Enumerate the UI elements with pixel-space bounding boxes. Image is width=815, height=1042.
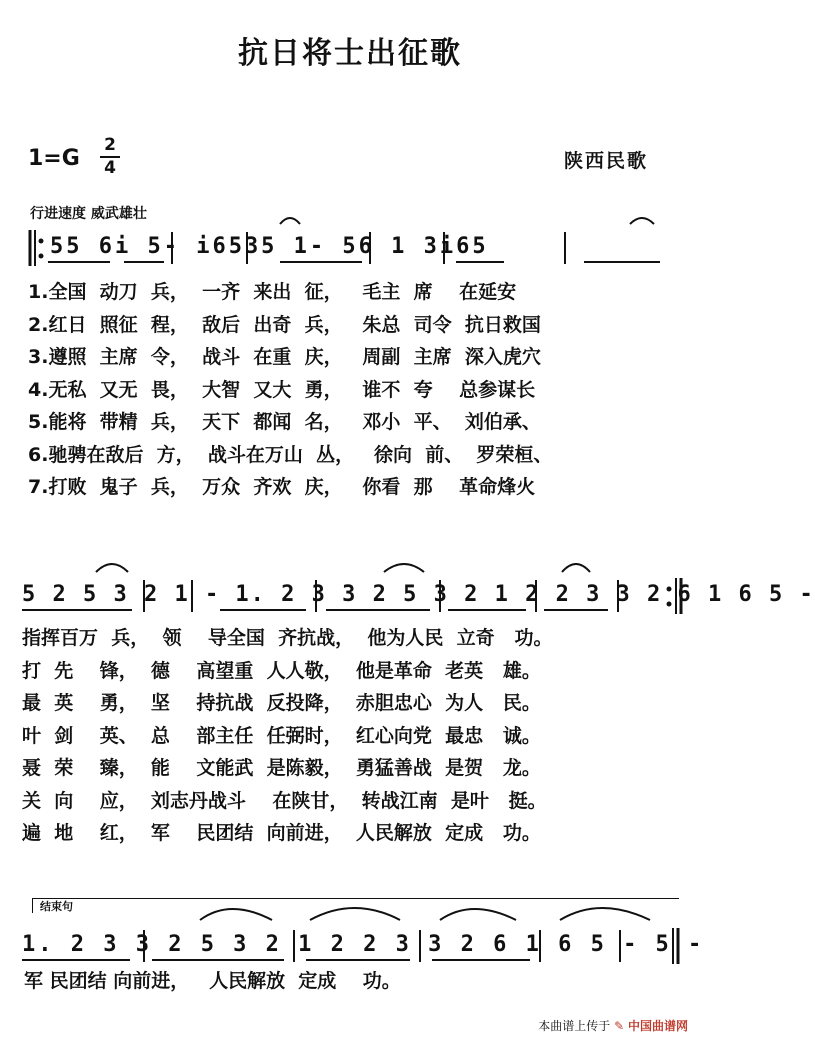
repeat-dots-start: [39, 239, 44, 259]
system1-notes: 55 6i 5- i6535 1- 56 1 3i65: [50, 234, 489, 259]
system2-lyrics: [22, 622, 552, 850]
coda-frame: [32, 898, 679, 913]
lyric-verse-3: 3.遵照 主席 令， 战斗 在重 庆， 周副 主席 深入虎穴: [28, 346, 541, 368]
lyric-verse-7-cont: 遍 地 红， 军 民团结 向前进， 人民解放 定成 功。: [22, 822, 541, 844]
lyric-verse-5-cont: 聂 荣 臻， 能 文能武 是陈毅， 勇猛善战 是贺 龙。: [22, 757, 541, 779]
lyric-verse-1-cont: 指挥百万 兵， 领 导全国 齐抗战， 他为人民 立奇 功。: [22, 627, 553, 649]
coda-label: 结束句: [40, 900, 73, 913]
key-signature: 1=G: [28, 146, 80, 171]
lyric-verse-4-cont: 叶 剑 英、 总 部主任 任弼时， 红心向党 最忠 诚。: [22, 724, 541, 747]
system3-lyric: 军 民团结 向前进， 人民解放 定成 功。: [24, 970, 401, 992]
lyric-verse-6: 6.驰骋在敌后 方， 战斗在万山 丛， 徐向 前、 罗荣桓、: [28, 443, 553, 466]
system1-lyrics: [28, 276, 552, 504]
lyric-verse-7: 7.打败 鬼子 兵， 万众 齐欢 庆， 你看 那 革命烽火: [28, 476, 536, 498]
footer-credit: [538, 1017, 688, 1034]
meter-top: 2: [104, 135, 116, 155]
system2-notes: 5 2 5 3 2 1 - 1. 2 3 3 2 5 3 2 1 2 2 3 3 2 6 1 6 5 -: [22, 582, 815, 607]
song-title: 抗日将士出征歌: [238, 36, 462, 71]
footer-brand[interactable]: 中国曲谱网: [627, 1019, 688, 1033]
system2-slurs: [96, 564, 590, 572]
system1-slurs: [280, 218, 654, 224]
song-source: 陕西民歌: [563, 150, 648, 172]
lyric-verse-5: 5.能将 带精 兵， 天下 都闻 名， 邓小 平、 刘伯承、: [28, 411, 541, 433]
lyric-verse-4: 4.无私 又无 畏， 大智 又大 勇， 谁不 夸 总参谋长: [28, 378, 536, 401]
lyric-verse-2-cont: 打 先 锋， 德 高望重 人人敬， 他是革命 老英 雄。: [22, 659, 541, 682]
meter-bottom: 4: [104, 158, 116, 178]
tempo-marking: 行进速度 威武雄壮: [30, 206, 147, 222]
lyric-verse-3-cont: 最 英 勇， 坚 持抗战 反投降， 赤胆忠心 为人 民。: [22, 692, 541, 714]
lyric-verse-1: 1.全国 动刀 兵， 一齐 来出 征， 毛主 席 在延安: [28, 281, 517, 303]
site-logo-icon: ✎: [614, 1019, 625, 1033]
lyric-verse-6-cont: 关 向 应， 刘志丹战斗 在陕甘， 转战江南 是叶 挺。: [22, 789, 547, 812]
system3-notes: 1. 2 3 3 2 5 3 2 1 2 2 3 3 2 6 1 6 5 - 5 -: [22, 932, 705, 957]
lyric-verse-2: 2.红日 照征 程， 敌后 出奇 兵， 朱总 司令 抗日救国: [28, 313, 541, 336]
footer-prefix: 本曲谱上传于: [538, 1019, 611, 1033]
